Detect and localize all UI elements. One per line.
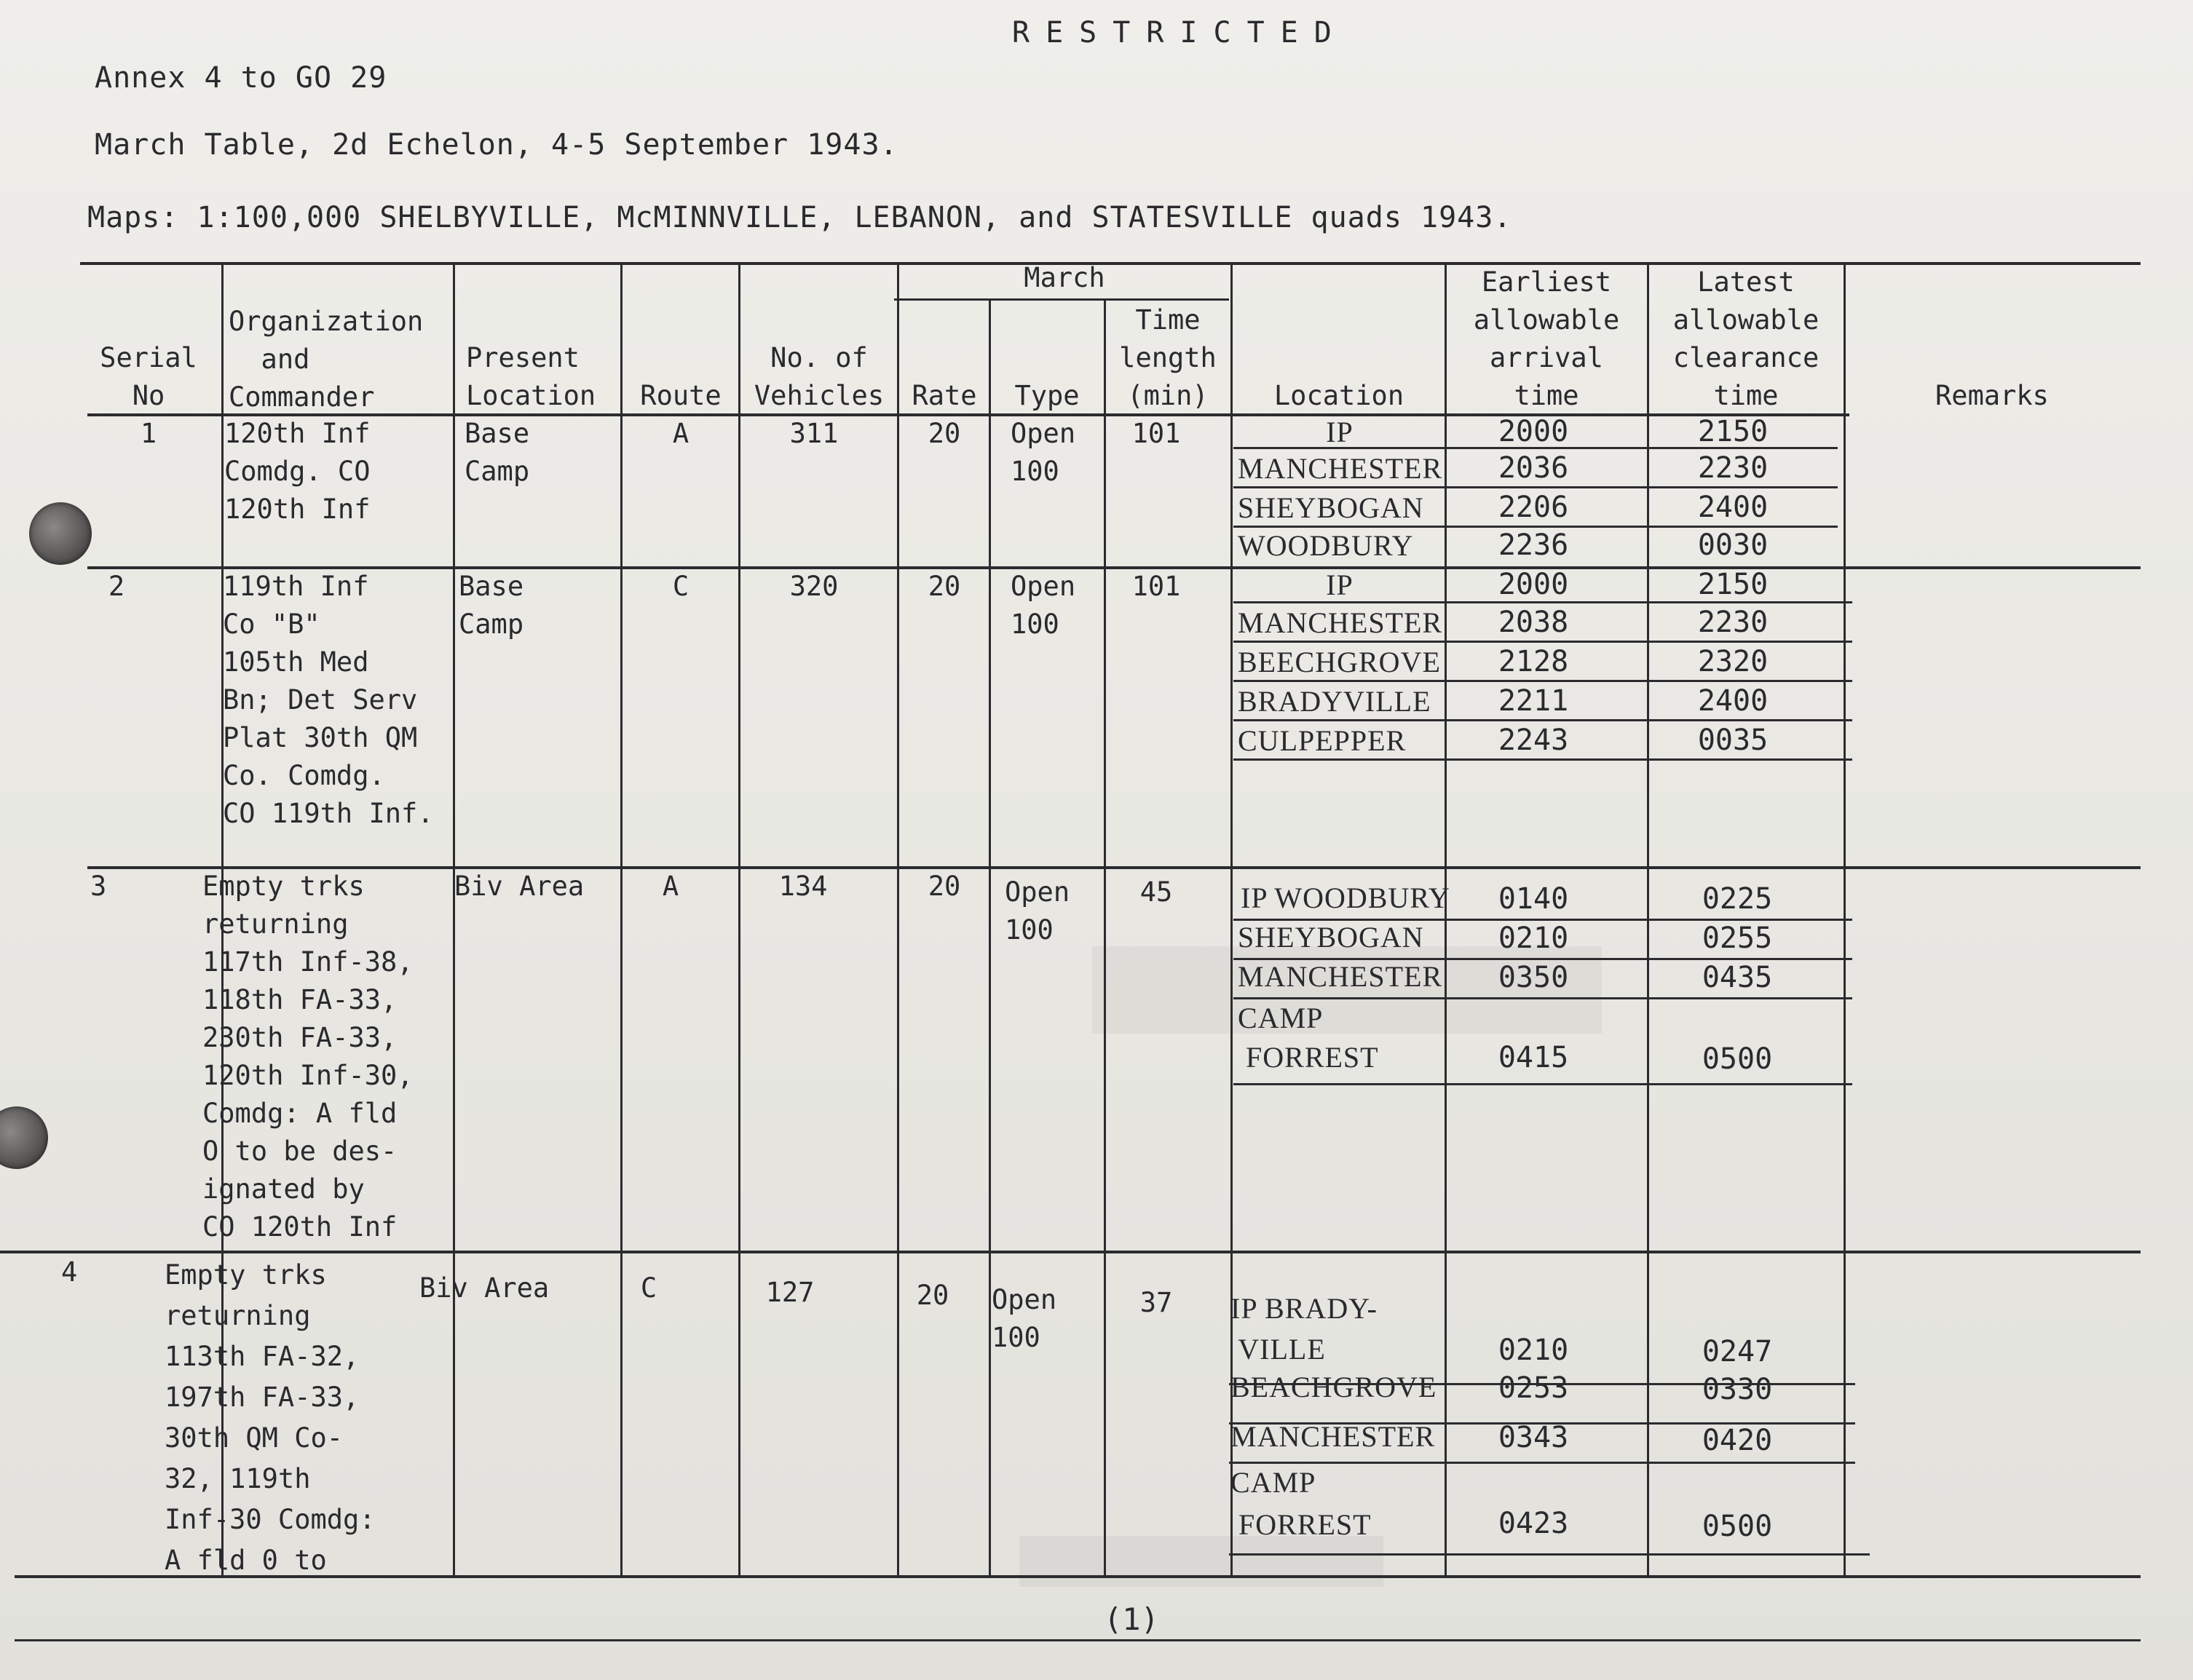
- page-number: (1): [1104, 1601, 1159, 1637]
- header-route: Route: [640, 380, 722, 411]
- march-type: Open 100: [992, 1284, 1057, 1353]
- column-rule: [620, 264, 623, 1575]
- route: A: [662, 871, 679, 902]
- checkpoint-location: IP BRADY- VILLE: [1230, 1292, 1378, 1366]
- checkpoint-rule: [1233, 719, 1852, 721]
- organization-commander: 119th Inf Co "B" 105th Med Bn; Det Serv Plat 30th QM Co. Comdg. CO 119th Inf.: [223, 571, 434, 829]
- latest-clearance-time: 2230: [1697, 451, 1769, 485]
- time-length: 37: [1139, 1287, 1173, 1318]
- time-length: 45: [1139, 876, 1173, 908]
- serial-number: 4: [61, 1256, 78, 1288]
- checkpoint-rule: [1229, 1553, 1870, 1556]
- checkpoint-location: WOODBURY: [1238, 529, 1414, 562]
- route: C: [672, 571, 689, 602]
- checkpoint-location: IP WOODBURY: [1241, 881, 1450, 914]
- checkpoint-location: BEACHGROVE: [1230, 1371, 1437, 1403]
- footer-rule: [15, 1639, 2141, 1641]
- latest-clearance-time: 2400: [1697, 684, 1769, 718]
- earliest-arrival-time: 0343: [1498, 1421, 1569, 1454]
- earliest-arrival-time: 0415: [1498, 1041, 1569, 1074]
- checkpoint-location: CULPEPPER: [1238, 724, 1407, 757]
- serial-number: 1: [140, 418, 157, 449]
- checkpoint-location: MANCHESTER: [1238, 606, 1443, 639]
- earliest-arrival-time: 0423: [1498, 1507, 1569, 1540]
- header-earliest-arrival: Earliest allowable arrival time: [1473, 266, 1620, 411]
- route: C: [640, 1272, 657, 1304]
- header-present-location: Present Location: [466, 342, 596, 411]
- latest-clearance-time: 0420: [1702, 1424, 1773, 1457]
- punch-hole: [0, 1106, 48, 1169]
- march-rate: 20: [916, 1280, 949, 1311]
- serial-number: 3: [90, 871, 107, 902]
- latest-clearance-time: 2150: [1697, 415, 1769, 448]
- latest-clearance-time: 0030: [1697, 528, 1769, 562]
- header-march: March: [1024, 262, 1105, 293]
- vehicle-count: 320: [789, 571, 839, 602]
- present-location: Biv Area: [454, 871, 585, 902]
- march-type: Open 100: [1011, 418, 1076, 487]
- earliest-arrival-time: 2000: [1498, 415, 1569, 448]
- march-rate: 20: [928, 418, 961, 449]
- checkpoint-location: BEECHGROVE: [1238, 646, 1441, 678]
- column-rule: [738, 264, 740, 1575]
- header-remarks: Remarks: [1935, 380, 2049, 411]
- latest-clearance-time: 0035: [1697, 724, 1769, 757]
- checkpoint-location: IP: [1326, 416, 1354, 448]
- earliest-arrival-time: 2243: [1498, 724, 1569, 757]
- latest-clearance-time: 2150: [1697, 568, 1769, 601]
- column-rule: [1445, 264, 1447, 1575]
- classification-marking: RESTRICTED: [1012, 16, 1348, 49]
- annex-reference: Annex 4 to GO 29: [95, 61, 387, 95]
- vehicle-count: 127: [765, 1277, 815, 1308]
- present-location: Biv Area: [419, 1272, 550, 1304]
- header-organization: Organization and Commander: [229, 306, 424, 413]
- checkpoint-location: BRADYVILLE: [1238, 685, 1431, 718]
- organization-commander: 120th Inf Comdg. CO 120th Inf: [224, 418, 371, 525]
- header-type: Type: [1014, 380, 1080, 411]
- march-group-rule: [894, 298, 1229, 301]
- march-rate: 20: [928, 871, 961, 902]
- checkpoint-location: SHEYBOGAN: [1238, 491, 1424, 524]
- earliest-arrival-time: 0210: [1498, 922, 1569, 955]
- punch-hole: [29, 502, 92, 565]
- latest-clearance-time: 2320: [1697, 645, 1769, 678]
- earliest-arrival-time: 2211: [1498, 684, 1569, 718]
- header-rate: Rate: [912, 380, 977, 411]
- earliest-arrival-time: 2000: [1498, 568, 1569, 601]
- latest-clearance-time: 0225: [1702, 882, 1773, 916]
- column-rule: [1647, 264, 1649, 1575]
- serial-number: 2: [108, 571, 125, 602]
- document-title: March Table, 2d Echelon, 4-5 September 1943.: [95, 128, 898, 162]
- column-rule: [1844, 264, 1846, 1575]
- column-rule: [897, 264, 899, 1575]
- checkpoint-rule: [1233, 1083, 1852, 1085]
- latest-clearance-time: 2230: [1697, 606, 1769, 639]
- checkpoint-location: MANCHESTER: [1238, 452, 1443, 485]
- earliest-arrival-time: 2128: [1498, 645, 1569, 678]
- time-length: 101: [1131, 418, 1181, 449]
- maps-reference: Maps: 1:100,000 SHELBYVILLE, McMINNVILLE, LEBANON, and STATESVILLE quads 1943.: [87, 201, 1512, 234]
- checkpoint-location: MANCHESTER: [1230, 1420, 1436, 1453]
- header-latest-clearance: Latest allowable clearance time: [1672, 266, 1819, 411]
- latest-clearance-time: 0255: [1702, 922, 1773, 955]
- earliest-arrival-time: 2236: [1498, 528, 1569, 562]
- column-rule: [1104, 300, 1106, 1575]
- checkpoint-location: CAMP FORREST: [1230, 1466, 1372, 1541]
- present-location: Base Camp: [459, 571, 524, 640]
- earliest-arrival-time: 2206: [1498, 491, 1569, 524]
- earliest-arrival-time: 2036: [1498, 451, 1569, 485]
- route: A: [672, 418, 689, 449]
- latest-clearance-time: 0500: [1702, 1510, 1773, 1543]
- checkpoint-location: SHEYBOGAN: [1238, 921, 1424, 954]
- latest-clearance-time: 0330: [1702, 1373, 1773, 1406]
- latest-clearance-time: 2400: [1697, 491, 1769, 524]
- row-divider: [0, 1251, 2141, 1253]
- checkpoint-location: MANCHESTER: [1238, 960, 1443, 993]
- earliest-arrival-time: 0210: [1498, 1334, 1569, 1367]
- header-vehicles: No. of Vehicles: [754, 342, 885, 411]
- present-location: Base Camp: [465, 418, 530, 487]
- column-rule: [989, 300, 991, 1575]
- vehicle-count: 311: [789, 418, 839, 449]
- header-time-length: Time length (min): [1119, 304, 1217, 411]
- checkpoint-rule: [1233, 486, 1838, 488]
- checkpoint-rule: [1233, 680, 1852, 682]
- checkpoint-rule: [1233, 641, 1852, 643]
- latest-clearance-time: 0500: [1702, 1042, 1773, 1076]
- vehicle-count: 134: [778, 871, 828, 902]
- time-length: 101: [1131, 571, 1181, 602]
- march-type: Open 100: [1011, 571, 1076, 640]
- earliest-arrival-time: 2038: [1498, 606, 1569, 639]
- checkpoint-location: CAMP FORREST: [1238, 1002, 1379, 1074]
- checkpoint-rule: [1233, 758, 1852, 761]
- header-serial: Serial No: [100, 342, 197, 411]
- earliest-arrival-time: 0350: [1498, 961, 1569, 994]
- column-rule: [453, 264, 455, 1575]
- latest-clearance-time: 0247: [1702, 1335, 1773, 1368]
- checkpoint-rule: [1233, 526, 1838, 528]
- header-checkpoint-location: Location: [1273, 380, 1404, 411]
- earliest-arrival-time: 0140: [1498, 882, 1569, 916]
- checkpoint-location: IP: [1326, 568, 1354, 601]
- march-type: Open 100: [1005, 876, 1070, 946]
- organization-commander: Empty trks returning 113th FA-32, 197th FA-33, 30th QM Co- 32, 119th Inf-30 Comdg: A fld 0 to: [165, 1259, 376, 1576]
- earliest-arrival-time: 0253: [1498, 1371, 1569, 1405]
- march-rate: 20: [928, 571, 961, 602]
- latest-clearance-time: 0435: [1702, 961, 1773, 994]
- organization-commander: Empty trks returning 117th Inf-38, 118th FA-33, 230th FA-33, 120th Inf-30, Comdg: A fld O to be des- ignated by CO 120th Inf: [202, 871, 414, 1243]
